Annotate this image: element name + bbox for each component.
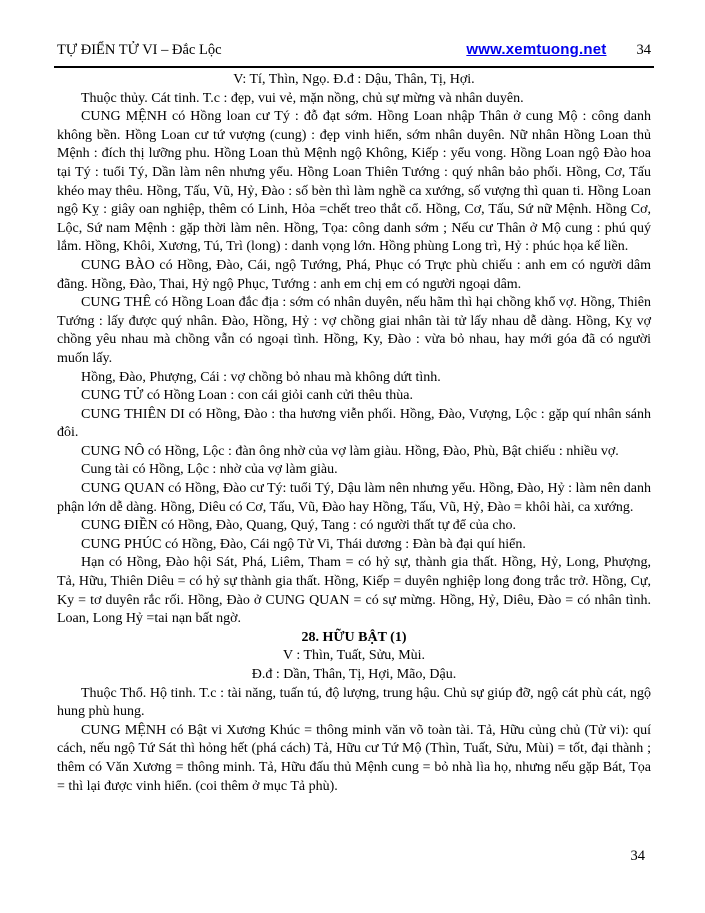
header-page-number: 34 [636,42,651,58]
paragraph: Thuộc Thổ. Hộ tinh. T.c : tài năng, tuấn tú, độ lượng, trung hậu. Chủ sự giúp đỡ, ngộ cát phù cát, ngộ hung phù hung. [57,685,651,720]
paragraph: CUNG BÀO có Hồng, Đào, Cái, ngộ Tướng, Phá, Phục có Trực phù chiếu : anh em có người dâm đãng. Hồng, Đào, Thai, Hỷ ngộ Phục, Tướng : anh em chị em có người ngoại dâm. [57,257,651,292]
paragraph: CUNG THIÊN DI có Hồng, Đào : tha hương viễn phối. Hồng, Đào, Vượng, Lộc : gặp quí nhân sánh đôi. [57,406,651,441]
website-link[interactable]: www.xemtuong.net [466,41,607,58]
paragraph: CUNG PHÚC có Hồng, Đào, Cái ngộ Tử Vi, Thái dương : Đàn bà đại quí hiển. [81,536,526,552]
header-divider [54,66,654,68]
section-heading: 28. HỮU BẬT (1) [301,629,407,645]
page-header [57,41,651,59]
position-line-v: V : Thìn, Tuất, Sửu, Mùi. [282,648,426,664]
paragraph: Hạn có Hồng, Đào hội Sát, Phá, Liêm, Tham = có hỷ sự, thành gia thất. Hồng, Hỷ, Long, Phượng, Tả, Hữu, Thiên Diêu = có hỷ sự thành gia thất. Hồng, Kiếp = duyên nghiệp long đong trắc trở. Hồng, Cự, Ky = tơ duyên rắc rối. Hồng, Đào ở CUNG QUAN = có sự mừng. Hồng, Hỷ, Diêu, Đào = có nhân tình. Loan, Long Hỷ =tai nạn bất ngờ. [57,555,651,627]
position-line-dd: Đ.đ : Dần, Thân, Tị, Hợi, Mão, Dậu. [251,667,457,682]
paragraph: CUNG MỆNH có Hồng loan cư Tý : đỗ đạt sớm. Hồng Loan nhập Thân ở cung Mộ : công danh không bền. Hồng Loan cư tứ vượng (cung) : đẹp vinh hiển, sớm nhân duyên. Nữ nhân Hồng Loan thủ Mệnh : đích thị lưỡng phu. Hồng Loan thủ Mệnh ngộ Không, Kiếp : yểu vong. Hồng Loan ngộ Đào hoa tại Tý : tuổi Tý, Dần làm nên nhưng yểu. Hồng Loan Thiên Tướng : quý nhân bảo phối. Hồng, Cơ, Tấu khéo may thêu. Hồng, Tấu, Vũ, Hỷ, Đào : số bèn thì làm nghề ca xướng, số vượng thì quan ti. Hồng Loan ngộ Kỵ : giây oan nghiệp, thêm có Linh, Hỏa =chết treo thắt cổ. Hồng, Cơ, Tấu, Sứ nữ Mệnh. Hồng Cơ, Lộc, Sứ nam Mệnh : gặp thời làm nên. Hồng, Tọa: công danh sớm ; Nếu cư Thân ở Mộ cung : phú quý lắm. Hồng, Khôi, Xương, Tú, Trì (long) : danh vọng lớn. Hồng phùng Long trì, Hỷ : phúc họa kế liền. [57,109,651,255]
paragraph: CUNG QUAN có Hồng, Đào cư Tý: tuổi Tý, Dậu làm nên nhưng yểu. Hồng, Đào, Hỷ : làm nên danh phận lớn dễ dàng. Hồng, Diêu có Cơ, Tấu, Vũ, Đào hay Hồng, Tấu, Vũ, Hỷ, Đào = khôi hài, ca xướng. [57,481,651,515]
paragraph: Hồng, Đào, Phượng, Cái : vợ chồng bỏ nhau mà không dứt tình. [81,369,441,385]
paragraph: Thuộc thủy. Cát tinh. T.c : đẹp, vui vẻ, mặn nồng, chủ sự mừng và nhân duyên. [81,90,524,106]
position-line: V: Tí, Thìn, Ngọ. Đ.đ : Dậu, Thân, Tị, Hợi. [233,72,475,87]
paragraph: CUNG ĐIỀN có Hồng, Đào, Quang, Quý, Tang : có người thất tự để của cho. [81,518,517,534]
paragraph: CUNG MỆNH có Bật vi Xương Khúc = thông minh văn võ toàn tài. Tả, Hữu củng chủ (Tử vi): quí cách, nếu ngộ Tứ Sát thì hỏng hết (phá cách) Tả, Hữu cư Tứ Mộ (Thìn, Tuất, Sửu, Mùi) = tốt, đại thành ; thêm có Văn Xương = thông minh. Tả, Hữu đấu thủ Mệnh cung = bỏ nhà lìa họ, nhưng nếu gặp Bát, Tọa = thì lại được vinh hiển. (coi thêm ở mục Tả phù). [57,722,651,794]
header-right-group [466,41,651,59]
paragraph: Cung tài có Hồng, Lộc : nhờ của vợ làm giàu. [81,462,338,478]
footer-page-number: 34 [630,848,645,864]
page-content [57,71,651,796]
paragraph: CUNG THÊ có Hồng Loan đắc địa : sớm có nhân duyên, nếu hãm thì hại chồng khổ vợ. Hồng, Thiên Tướng : lấy được quý nhân. Đào, Hồng, Hỷ : vợ chồng giai nhân tài tử lấy nhau dễ dàng. Hồng, Kỵ vợ chồng yêu nhau mà chồng vẫn có ngoại tình. Hồng, Ky, Đào : vừa bỏ nhau, hay mới góa đã có người muốn lấy. [57,295,651,366]
paragraph: CUNG TỬ có Hồng Loan : con cái giỏi canh cửi thêu thùa. [81,388,413,404]
paragraph: CUNG NÔ có Hồng, Lộc : đàn ông nhờ của vợ làm giàu. Hồng, Đào, Phù, Bật chiếu : nhiều vợ. [81,443,619,459]
book-title: TỰ ĐIỂN TỬ VI – Đắc Lộc [57,42,222,58]
